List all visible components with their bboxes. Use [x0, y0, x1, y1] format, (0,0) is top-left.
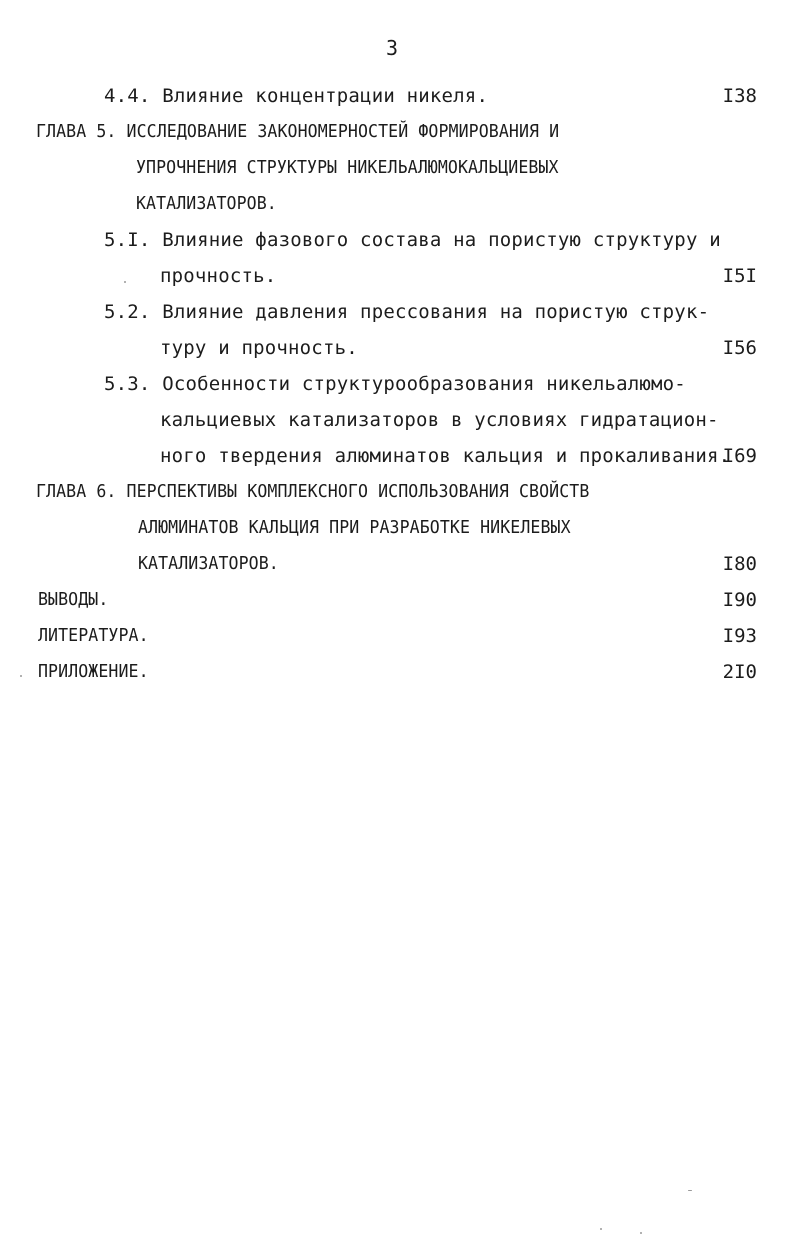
toc-entry-5-3-line-3: ного твердения алюминатов кальция и прокаливания. [160, 445, 731, 467]
toc-chapter-6-title-line-1: ГЛАВА 6. ПЕРСПЕКТИВЫ КОМПЛЕКСНОГО ИСПОЛЬЗОВАНИЯ СВОЙСТВ [36, 481, 590, 502]
toc-appendix-page: 2I0 [722, 661, 757, 683]
toc-chapter-6-page: I80 [722, 553, 757, 575]
toc-entry-5-1-page: I5I [722, 265, 757, 287]
toc-literature-label: ЛИТЕРАТУРА. [38, 625, 149, 646]
toc-entry-5-1-line-1: 5.I. Влияние фазового состава на пористую структуру и [104, 229, 721, 251]
toc-entry-5-2-line-2: туру и прочность. [160, 337, 358, 359]
scan-speck [124, 281, 126, 283]
toc-chapter-5-title-line-2: УПРОЧНЕНИЯ СТРУКТУРЫ НИКЕЛЬАЛЮМОКАЛЬЦИЕВЫХ [136, 157, 559, 178]
scan-speck [20, 675, 22, 677]
toc-entry-5-2-line-1: 5.2. Влияние давления прессования на пористую струк- [104, 301, 710, 323]
toc-conclusions-label: ВЫВОДЫ. [38, 589, 109, 610]
scan-speck [640, 1232, 642, 1234]
scan-speck [688, 1190, 692, 1191]
toc-entry-5-3-line-2: кальциевых катализаторов в условиях гидратацион- [160, 409, 719, 431]
scan-speck [600, 1228, 602, 1230]
toc-literature-page: I93 [722, 625, 757, 647]
toc-chapter-6-title-line-3: КАТАЛИЗАТОРОВ. [138, 553, 279, 574]
toc-entry-4-4-page: I38 [722, 85, 757, 107]
toc-chapter-6-title-line-2: АЛЮМИНАТОВ КАЛЬЦИЯ ПРИ РАЗРАБОТКЕ НИКЕЛЕВЫХ [138, 517, 571, 538]
toc-chapter-5-title-line-3: КАТАЛИЗАТОРОВ. [136, 193, 277, 214]
toc-entry-5-1-line-2: прочность. [160, 265, 277, 287]
toc-entry-5-3-page: I69 [722, 445, 757, 467]
toc-entry-4-4-label: 4.4. Влияние концентрации никеля. [104, 85, 489, 107]
toc-entry-5-2-page: I56 [722, 337, 757, 359]
page-number: 3 [386, 36, 399, 60]
toc-entry-5-3-line-1: 5.3. Особенности структурообразования никельалюмо- [104, 373, 686, 395]
toc-appendix-label: ПРИЛОЖЕНИЕ. [38, 661, 149, 682]
toc-chapter-5-title-line-1: ГЛАВА 5. ИССЛЕДОВАНИЕ ЗАКОНОМЕРНОСТЕЙ ФОРМИРОВАНИЯ И [36, 121, 560, 142]
toc-conclusions-page: I90 [722, 589, 757, 611]
